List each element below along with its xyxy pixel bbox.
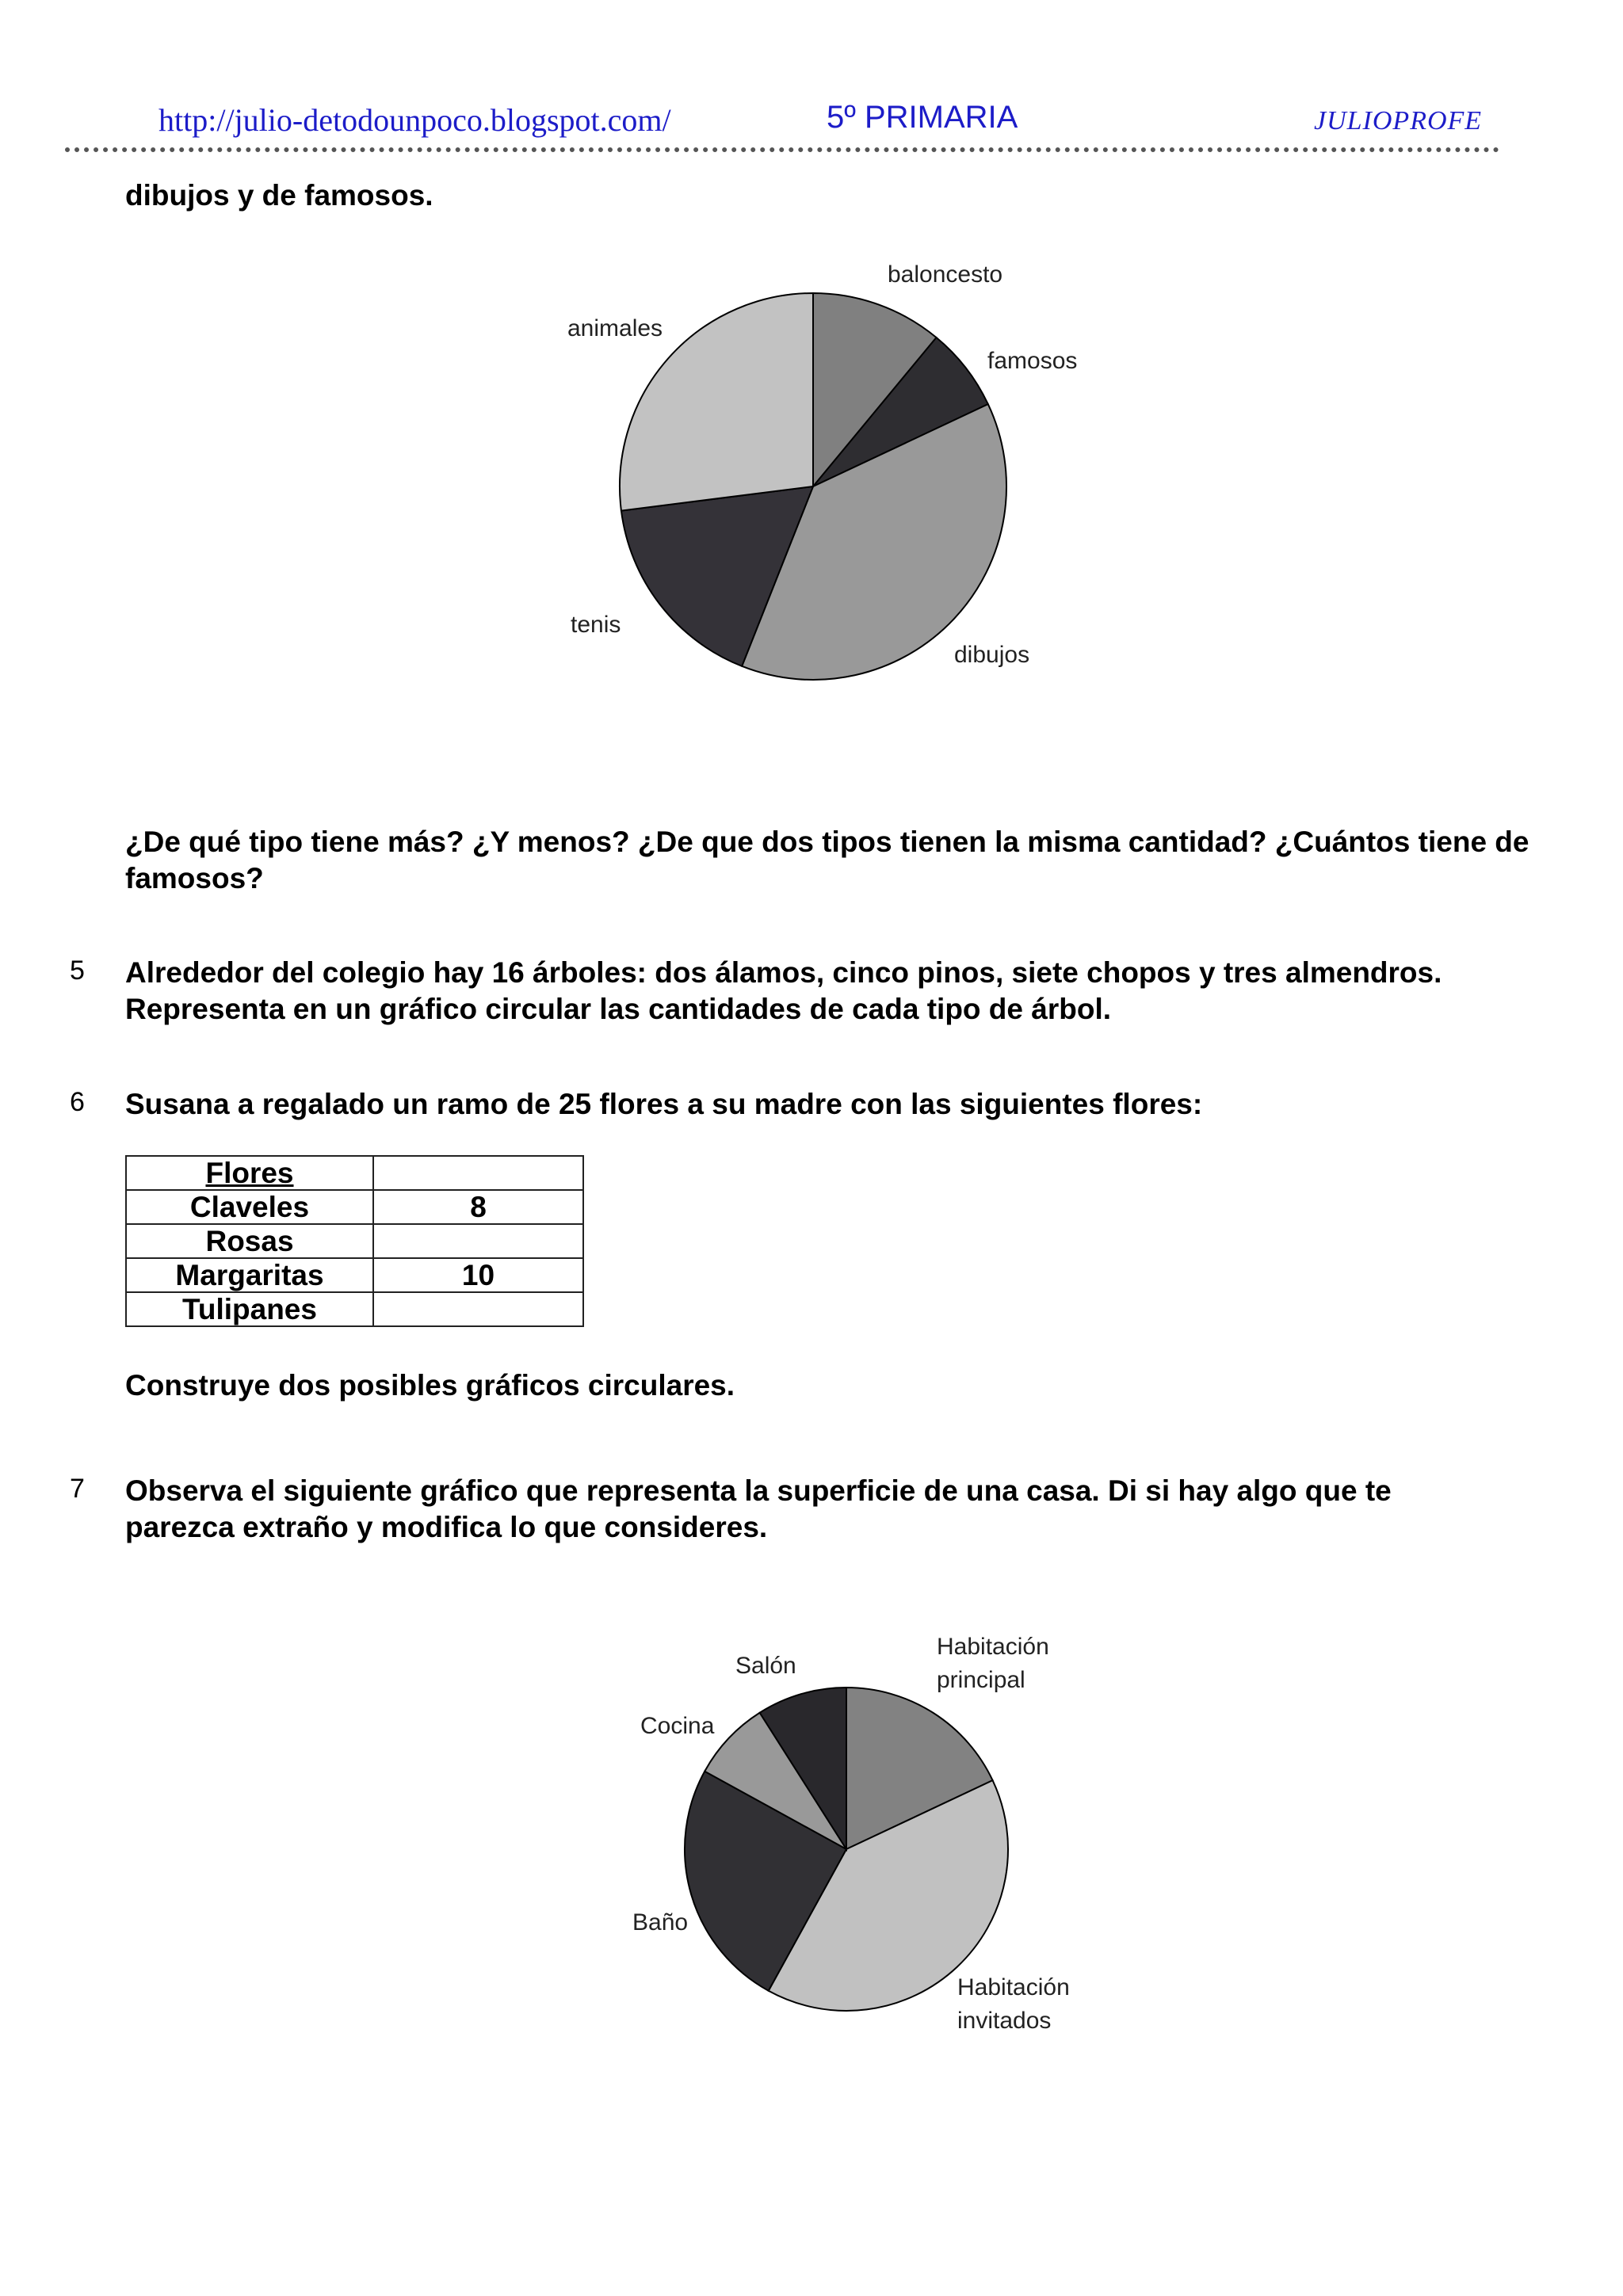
header-divider [65, 147, 1499, 152]
pie-label-dibujos: dibujos [954, 642, 1030, 668]
header-grade: 5º PRIMARIA [827, 100, 1018, 135]
table-cell-value [373, 1224, 583, 1258]
header-url[interactable]: http://julio-detodounpoco.blogspot.com/ [158, 102, 671, 138]
table-cell-name: Margaritas [126, 1258, 373, 1292]
flowers-table [125, 1155, 584, 1327]
header-author: JULIOPROFE [1314, 106, 1483, 135]
pie-chart-hobbies [555, 254, 1109, 697]
table-cell-name: Rosas [126, 1224, 373, 1258]
table-cell-value: 10 [373, 1258, 583, 1292]
exercise-5-line1: Alrededor del colegio hay 16 árboles: dos álamos, cinco pinos, siete chopos y tres almendros. [125, 956, 1442, 989]
pie-label-famosos: famosos [987, 348, 1078, 374]
exercise-6-text: Susana a regalado un ramo de 25 flores a su madre con las siguientes flores: [125, 1088, 1203, 1120]
exercise-6-instruction: Construye dos posibles gráficos circulares. [125, 1369, 735, 1402]
pie-label-habitacion-invitados: Habitación invitados [957, 1974, 1070, 2034]
table-cell-value: 8 [373, 1190, 583, 1224]
table-row [126, 1156, 583, 1190]
table-cell-value [373, 1292, 583, 1326]
table-row [126, 1190, 583, 1224]
pie-label-baloncesto: baloncesto [888, 261, 1003, 288]
exercise-7-number: 7 [70, 1474, 85, 1504]
question-4-text: ¿De qué tipo tiene más? ¿Y menos? ¿De que dos tipos tienen la misma cantidad? ¿Cuántos tiene de famosos? [125, 826, 1529, 894]
exercise-5-line2: Representa en un gráfico circular las cantidades de cada tipo de árbol. [125, 993, 1111, 1025]
pie-label-tenis: tenis [571, 612, 621, 638]
pie-label-habitacion-principal: Habitación principal [937, 1634, 1049, 1693]
exercise-6-number: 6 [70, 1087, 85, 1117]
pie-chart-house [602, 1616, 1109, 2076]
table-header-cell: Flores [126, 1156, 373, 1190]
pie-label-animales: animales [567, 315, 663, 341]
table-row [126, 1258, 583, 1292]
table-row [126, 1224, 583, 1258]
table-cell-name: Claveles [126, 1190, 373, 1224]
exercise-5-number: 5 [70, 955, 85, 986]
pie-label-cocina: Cocina [640, 1713, 715, 1739]
table-header-value-cell [373, 1156, 583, 1190]
table-row [126, 1292, 583, 1326]
pie-label-salon: Salón [735, 1653, 796, 1679]
top-fragment: dibujos y de famosos. [125, 179, 433, 212]
exercise-7-line2: parezca extraño y modifica lo que consideres. [125, 1511, 768, 1543]
table-cell-name: Tulipanes [126, 1292, 373, 1326]
pie-label-bano: Baño [632, 1909, 689, 1936]
exercise-7-line1: Observa el siguiente gráfico que representa la superficie de una casa. Di si hay algo que te [125, 1474, 1392, 1507]
